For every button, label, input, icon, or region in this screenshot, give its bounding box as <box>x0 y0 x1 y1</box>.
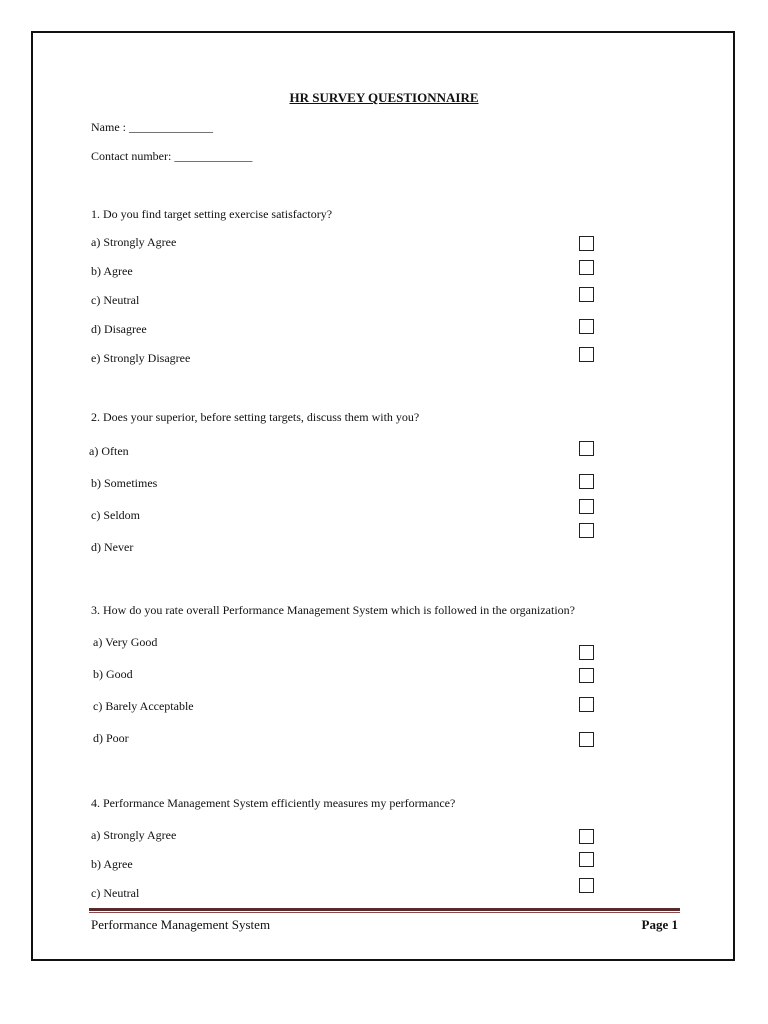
q3-option-good: b) Good <box>93 667 133 681</box>
q3-option-very-good: a) Very Good <box>93 635 158 649</box>
q3-checkbox-barely-acceptable[interactable] <box>579 697 594 712</box>
q1-checkbox-disagree[interactable] <box>579 319 594 334</box>
contact-number-field[interactable]: Contact number: _____________ <box>91 149 253 163</box>
q1-option-agree: b) Agree <box>91 264 133 278</box>
question-2-text: 2. Does your superior, before setting targets, discuss them with you? <box>91 410 420 424</box>
question-3-text: 3. How do you rate overall Performance Management System which is followed in the organization? <box>91 603 575 617</box>
page-title: HR SURVEY QUESTIONNAIRE <box>289 90 479 105</box>
question-1-text: 1. Do you find target setting exercise satisfactory? <box>91 207 333 221</box>
q3-checkbox-good[interactable] <box>579 668 594 683</box>
q2-option-often: a) Often <box>89 444 129 458</box>
q4-checkbox-strongly-agree[interactable] <box>579 829 594 844</box>
q1-option-neutral: c) Neutral <box>91 293 140 307</box>
footer-divider-thin <box>89 912 680 913</box>
q4-checkbox-neutral[interactable] <box>579 878 594 893</box>
q2-option-never: d) Never <box>91 540 134 554</box>
q2-option-sometimes: b) Sometimes <box>91 476 158 490</box>
q1-option-strongly-disagree: e) Strongly Disagree <box>91 351 191 365</box>
q1-checkbox-neutral[interactable] <box>579 287 594 302</box>
q2-checkbox-seldom[interactable] <box>579 499 594 514</box>
name-field[interactable]: Name : ______________ <box>91 120 213 134</box>
q1-checkbox-strongly-disagree[interactable] <box>579 347 594 362</box>
q1-checkbox-agree[interactable] <box>579 260 594 275</box>
q3-checkbox-very-good[interactable] <box>579 645 594 660</box>
question-4-text: 4. Performance Management System efficiently measures my performance? <box>91 796 456 810</box>
q2-checkbox-never[interactable] <box>579 523 594 538</box>
footer-divider <box>89 908 680 911</box>
q2-checkbox-often[interactable] <box>579 441 594 456</box>
q4-option-agree: b) Agree <box>91 857 133 871</box>
q1-checkbox-strongly-agree[interactable] <box>579 236 594 251</box>
q2-option-seldom: c) Seldom <box>91 508 140 522</box>
q4-checkbox-agree[interactable] <box>579 852 594 867</box>
q2-checkbox-sometimes[interactable] <box>579 474 594 489</box>
q3-checkbox-poor[interactable] <box>579 732 594 747</box>
q3-option-barely-acceptable: c) Barely Acceptable <box>93 699 194 713</box>
page-border <box>31 31 735 961</box>
q4-option-neutral: c) Neutral <box>91 886 140 900</box>
q4-option-strongly-agree: a) Strongly Agree <box>91 828 177 842</box>
q3-option-poor: d) Poor <box>93 731 129 745</box>
page-number: Page 1 <box>641 917 678 932</box>
footer-document-title: Performance Management System <box>91 917 271 932</box>
q1-option-disagree: d) Disagree <box>91 322 147 336</box>
q1-option-strongly-agree: a) Strongly Agree <box>91 235 177 249</box>
